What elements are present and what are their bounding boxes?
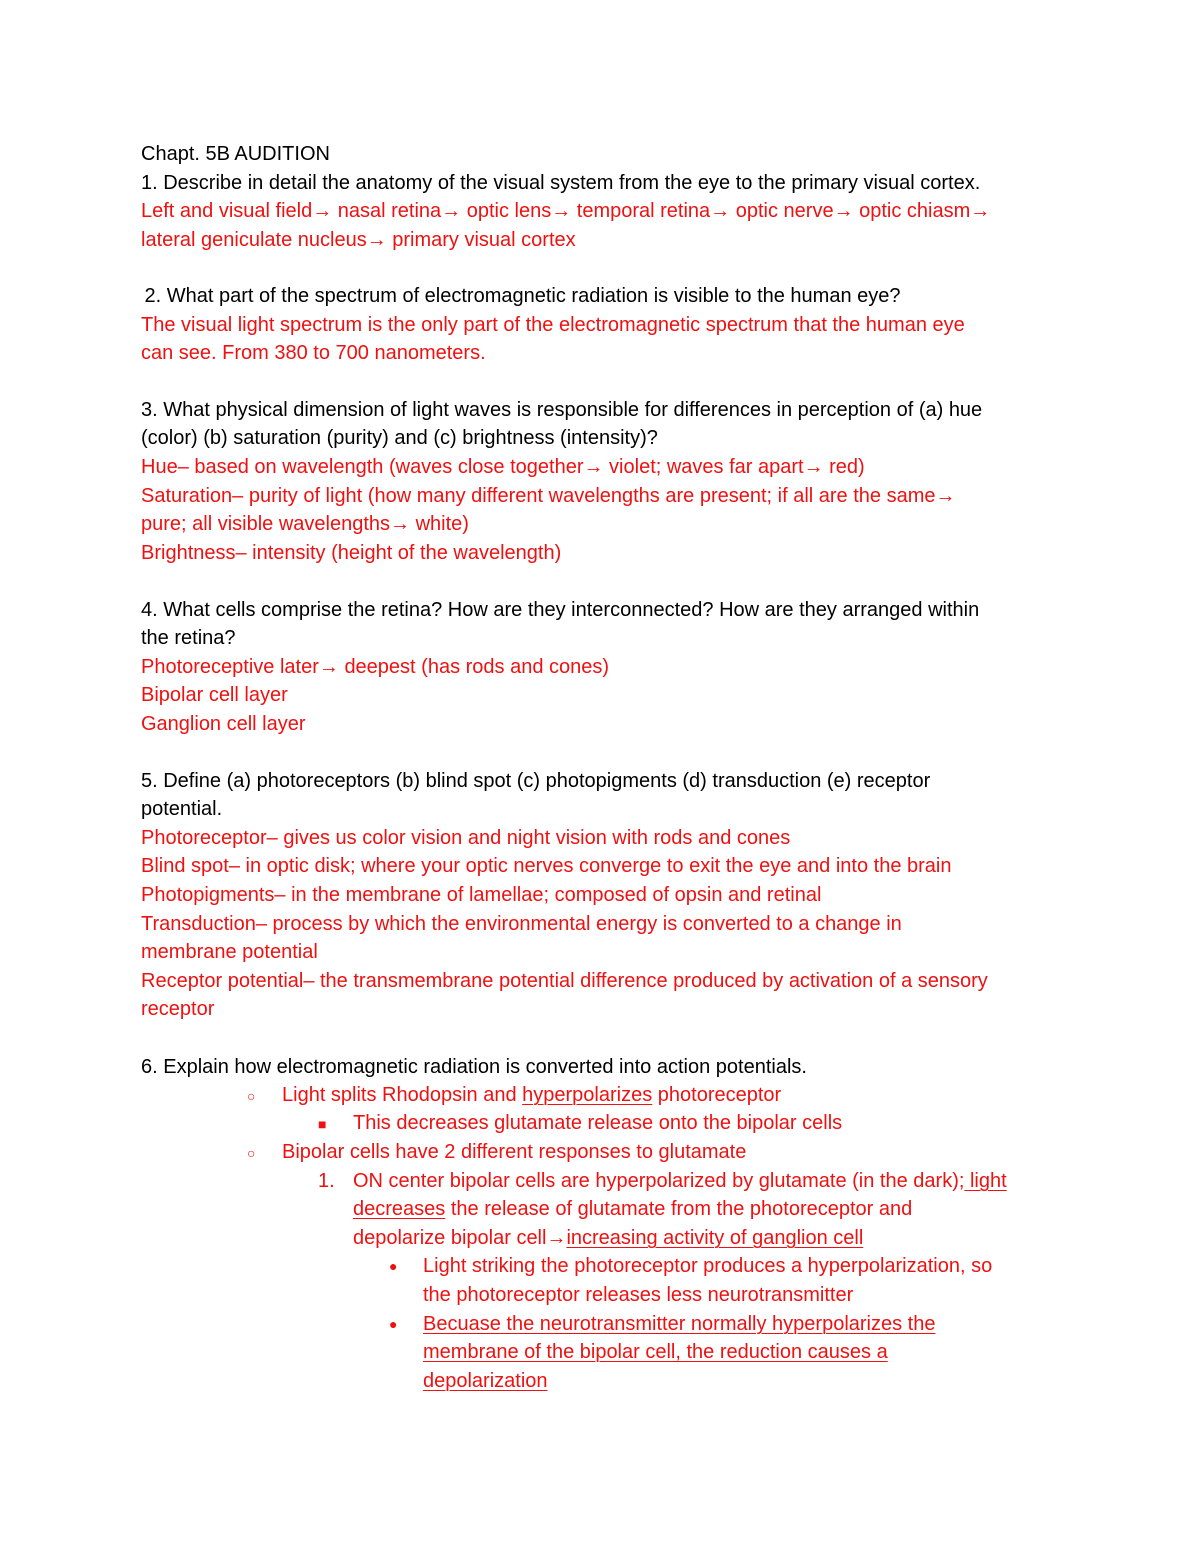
question-3-line-1: 3. What physical dimension of light waves is responsible for differences in perception of (a) hue [141, 399, 983, 421]
bullet-1 [282, 1081, 781, 1109]
square-bullet-icon: ■ [318, 1116, 327, 1132]
question-4-line-1: 4. What cells comprise the retina? How are they interconnected? How are they arranged within [141, 599, 980, 621]
answer-3-line-4: Brightness– intensity (height of the wavelength) [141, 542, 562, 564]
bullet-2: Bipolar cells have 2 different responses to glutamate [282, 1141, 747, 1163]
numbered-1-line-2-underlined: decreases [353, 1198, 446, 1220]
answer-5-line-4: Transduction– process by which the environmental energy is converted to a change in [141, 913, 902, 935]
question-5-line-1: 5. Define (a) photoreceptors (b) blind spot (c) photopigments (d) transduction (e) receptor [141, 770, 931, 792]
question-5-line-2: potential. [141, 798, 223, 820]
answer-5-line-3: Photopigments– in the membrane of lamellae; composed of opsin and retinal [141, 884, 822, 906]
filled-disc-bullet-icon: ● [389, 1258, 398, 1274]
page-title: Chapt. 5B AUDITION [141, 143, 330, 165]
question-3-line-2: (color) (b) saturation (purity) and (c) brightness (intensity)? [141, 427, 658, 449]
bullet-1-text-post: photoreceptor [652, 1084, 782, 1106]
numbered-1-line-3-text: depolarize bipolar cell→ [353, 1227, 567, 1249]
answer-5-line-2: Blind spot– in optic disk; where your optic nerves converge to exit the eye and into the brain [141, 855, 952, 877]
question-1: 1. Describe in detail the anatomy of the visual system from the eye to the primary visual cortex. [141, 172, 981, 194]
disc-bullet-1-line-1: Light striking the photoreceptor produces a hyperpolarization, so [423, 1255, 993, 1277]
numbered-1-line-3 [353, 1224, 863, 1252]
numbered-1-line-1 [353, 1167, 1007, 1195]
numbered-1-line-1-text: ON center bipolar cells are hyperpolarized by glutamate (in the dark); [353, 1170, 965, 1192]
question-6: 6. Explain how electromagnetic radiation is converted into action potentials. [141, 1056, 807, 1078]
hollow-circle-bullet-icon: ○ [247, 1145, 256, 1161]
answer-1-line-1: Left and visual field→ nasal retina→ optic lens→ temporal retina→ optic nerve→ optic chiasm→ [141, 200, 991, 222]
numbered-1-line-3-underlined: increasing activity of ganglion cell [566, 1227, 864, 1249]
disc-bullet-2-line-1: Becuase the neurotransmitter normally hyperpolarizes the [423, 1313, 936, 1335]
answer-5-line-5: membrane potential [141, 941, 318, 963]
answer-4-line-3: Ganglion cell layer [141, 713, 306, 735]
disc-bullet-2-line-2: membrane of the bipolar cell, the reduction causes a [423, 1341, 888, 1363]
bullet-1-underlined: hyperpolarizes [522, 1084, 653, 1106]
answer-2-line-1: The visual light spectrum is the only part of the electromagnetic spectrum that the human eye [141, 314, 965, 336]
question-2: 2. What part of the spectrum of electromagnetic radiation is visible to the human eye? [139, 285, 901, 307]
question-4-line-2: the retina? [141, 627, 236, 649]
answer-5-line-1: Photoreceptor– gives us color vision and night vision with rods and cones [141, 827, 791, 849]
answer-1-line-2: lateral geniculate nucleus→ primary visual cortex [141, 229, 576, 251]
answer-3-line-2: Saturation– purity of light (how many different wavelengths are present; if all are the same→ [141, 485, 956, 507]
answer-4-line-1: Photoreceptive later→ deepest (has rods and cones) [141, 656, 610, 678]
answer-4-line-2: Bipolar cell layer [141, 684, 288, 706]
list-number: 1. [318, 1170, 335, 1192]
disc-bullet-2-line-3: depolarization [423, 1370, 548, 1392]
numbered-1-line-1-underlined: light [964, 1170, 1007, 1192]
hollow-circle-bullet-icon: ○ [247, 1088, 256, 1104]
answer-5-line-6: Receptor potential– the transmembrane potential difference produced by activation of a sensory [141, 970, 988, 992]
sub-bullet-1: This decreases glutamate release onto the bipolar cells [353, 1112, 843, 1134]
answer-3-line-1: Hue– based on wavelength (waves close together→ violet; waves far apart→ red) [141, 456, 865, 478]
numbered-1-line-2-text: the release of glutamate from the photoreceptor and [445, 1198, 913, 1220]
answer-3-line-3: pure; all visible wavelengths→ white) [141, 513, 469, 535]
answer-5-line-7: receptor [141, 998, 215, 1020]
disc-bullet-1-line-2: the photoreceptor releases less neurotransmitter [423, 1284, 854, 1306]
bullet-1-text-pre: Light splits Rhodopsin and [282, 1084, 523, 1106]
numbered-1-line-2 [353, 1195, 912, 1223]
answer-2-line-2: can see. From 380 to 700 nanometers. [141, 342, 486, 364]
filled-disc-bullet-icon: ● [389, 1316, 398, 1332]
